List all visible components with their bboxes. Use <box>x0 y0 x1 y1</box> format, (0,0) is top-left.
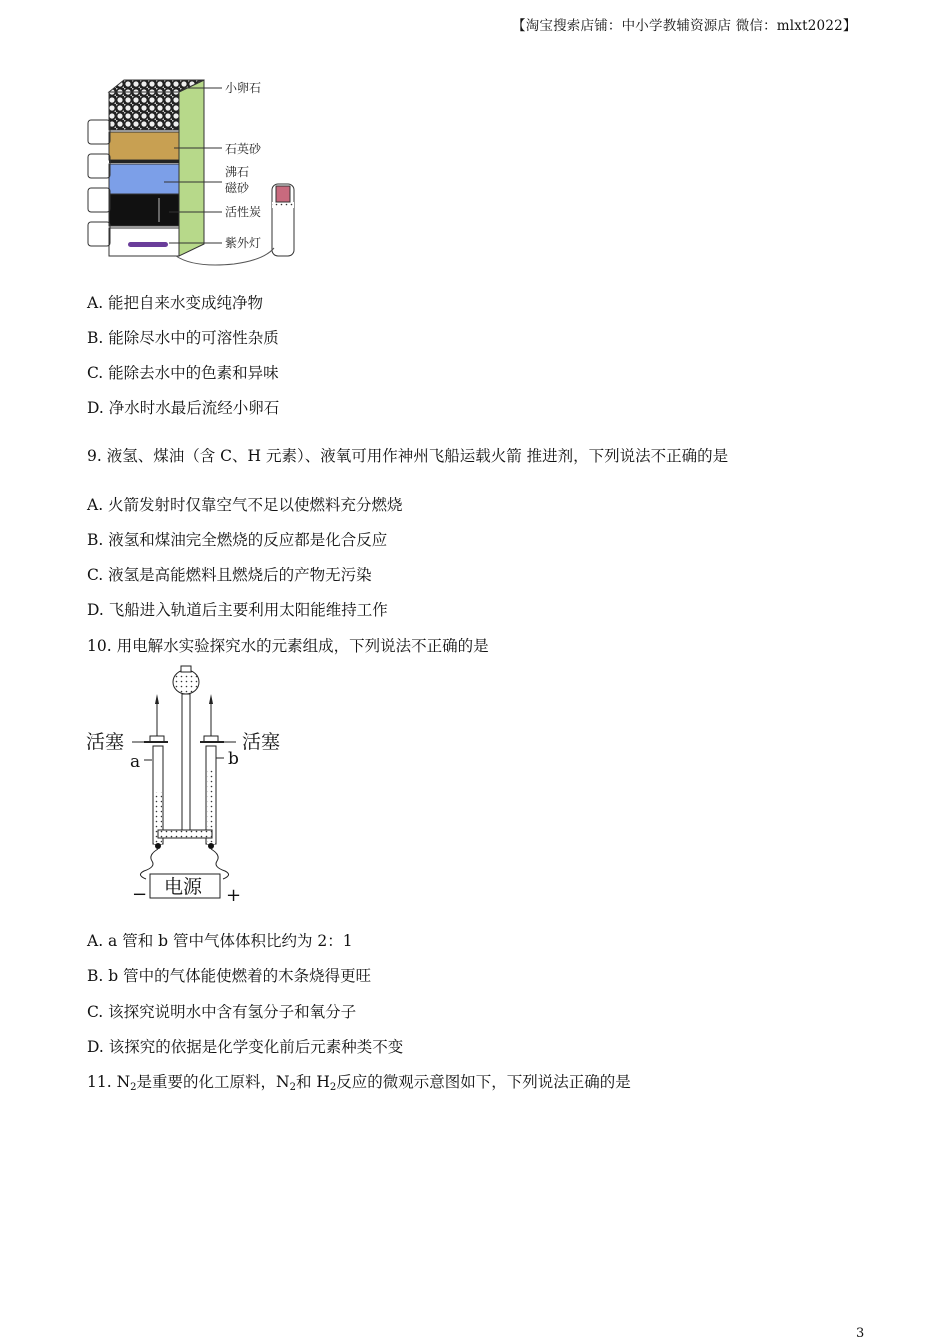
q11-sub-2: 2 <box>289 1082 296 1093</box>
q11-sub-1: 2 <box>130 1082 137 1093</box>
water-purifier-figure <box>84 72 304 272</box>
tube-a-label: a <box>130 752 141 772</box>
q9-option-a: A. 火箭发射时仅靠空气不足以使燃料充分燃烧 <box>87 496 403 514</box>
label-quartz-sand: 石英砂 <box>225 142 262 156</box>
q11-mid-1: 是重要的化工原料，N <box>136 1073 290 1091</box>
q9-option-d: D. 飞船进入轨道后主要利用太阳能维持工作 <box>87 601 388 619</box>
stopcock-left-label: 活塞 <box>86 731 125 753</box>
q9-option-b: B. 液氢和煤油完全燃烧的反应都是化合反应 <box>87 531 388 549</box>
q10-option-b: B. b 管中的气体能使燃着的木条烧得更旺 <box>87 967 372 985</box>
q11-stem <box>87 1070 631 1093</box>
label-activated-carbon: 活性炭 <box>225 205 262 219</box>
negative-terminal-label: − <box>132 884 148 905</box>
tube-b-label: b <box>228 749 239 769</box>
q10-option-c: C. 该探究说明水中含有氢分子和氧分子 <box>87 1003 357 1021</box>
q9-option-c: C. 液氢是高能燃料且燃烧后的产物无污染 <box>87 566 372 584</box>
q10-stem: 10. 用电解水实验探究水的元素组成，下列说法不正确的是 <box>87 637 489 655</box>
q11-prefix: 11. N <box>87 1073 131 1091</box>
q8-option-d: D. 净水时水最后流经小卵石 <box>87 399 280 417</box>
q10-option-d: D. 该探究的依据是化学变化前后元素种类不变 <box>87 1038 404 1056</box>
power-supply-label: 电源 <box>164 876 203 898</box>
page-number: 3 <box>856 1326 865 1341</box>
q8-option-c: C. 能除去水中的色素和异味 <box>87 364 279 382</box>
q8-option-b: B. 能除尽水中的可溶性杂质 <box>87 329 279 347</box>
q9-stem: 9. 液氢、煤油（含 C、H 元素）、液氧可用作神州飞船运载火箭 推进剂，下列说法不正确的是 <box>87 447 729 465</box>
positive-terminal-label: + <box>226 885 242 906</box>
q8-option-a: A. 能把自来水变成纯净物 <box>87 294 264 312</box>
label-uv-lamp: 紫外灯 <box>225 236 262 250</box>
q10-option-a: A. a 管和 b 管中气体体积比约为 2：1 <box>87 932 353 950</box>
label-pebble: 小卵石 <box>225 81 262 95</box>
header-note: 【淘宝搜索店铺：中小学教辅资源店 微信：mlxt2022】 <box>512 18 857 34</box>
electrolysis-figure <box>84 664 294 906</box>
label-zeolite: 沸石 <box>225 165 250 179</box>
label-magnetite: 磁砂 <box>225 181 250 195</box>
q11-suffix: 反应的微观示意图如下，下列说法正确的是 <box>336 1073 631 1091</box>
q11-sub-3: 2 <box>329 1082 337 1093</box>
q11-mid-2: 和 H <box>295 1073 330 1091</box>
stopcock-right-label: 活塞 <box>242 731 281 753</box>
